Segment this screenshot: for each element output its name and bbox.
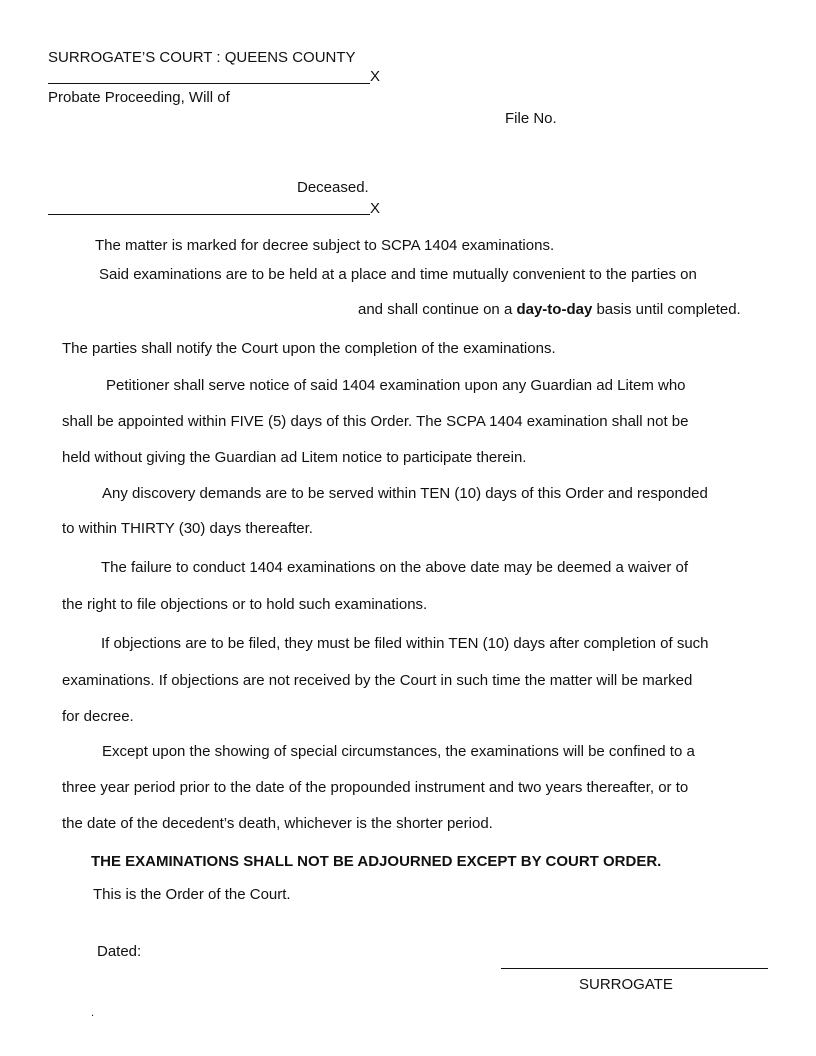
deceased-label: Deceased.: [297, 179, 369, 196]
signature-line: [501, 968, 768, 969]
body-p6-line2: three year period prior to the date of the propounded instrument and two years thereafter, or to: [62, 779, 689, 796]
dated-label: Dated:: [97, 943, 142, 960]
county-name: : QUEENS COUNTY: [216, 49, 356, 66]
body-p1-line3-after: basis until completed.: [592, 301, 741, 318]
body-p3-line2: to within THIRTY (30) days thereafter.: [62, 520, 313, 537]
body-p4-line2: the right to file objections or to hold such examinations.: [62, 596, 428, 613]
body-p5-line2: examinations. If objections are not received by the Court in such time the matter will be marked: [62, 672, 693, 689]
adjournment-notice: THE EXAMINATIONS SHALL NOT BE ADJOURNED EXCEPT BY COURT ORDER.: [91, 853, 662, 870]
body-p1-line2: Said examinations are to be held at a place and time mutually convenient to the parties on: [99, 266, 697, 283]
footer-dot: .: [91, 1007, 95, 1019]
body-p1-line1: The matter is marked for decree subject to SCPA 1404 examinations.: [95, 237, 555, 254]
body-p1-line3-before: and shall continue on a: [358, 301, 517, 318]
body-p2-line2: shall be appointed within FIVE (5) days of this Order. The SCPA 1404 examination shall not be: [62, 413, 689, 430]
caption-court-line: [48, 49, 356, 67]
body-p5-line3: for decree.: [62, 708, 134, 725]
body-p3-line1: Any discovery demands are to be served within TEN (10) days of this Order and responded: [102, 485, 708, 502]
day-to-day-emphasis: day-to-day: [516, 301, 593, 318]
file-no-label: File No.: [505, 110, 557, 127]
caption-x-mark-bottom: X: [370, 200, 381, 217]
body-p6-line3: the date of the decedent’s death, whichever is the shorter period.: [62, 815, 493, 832]
caption-x-mark-top: X: [370, 68, 381, 85]
body-p2-line1: Petitioner shall serve notice of said 1404 examination upon any Guardian ad Litem who: [106, 377, 686, 394]
body-p1-line4: The parties shall notify the Court upon the completion of the examinations.: [62, 340, 556, 357]
proceeding-label: Probate Proceeding, Will of: [48, 89, 230, 106]
caption-top-rule: [48, 83, 370, 84]
surrogate-title: SURROGATE: [579, 976, 673, 993]
body-p5-line1: If objections are to be filed, they must be filed within TEN (10) days after completion of such: [101, 635, 709, 652]
body-p6-line1: Except upon the showing of special circumstances, the examinations will be confined to a: [102, 743, 695, 760]
body-p1-line3: [358, 301, 741, 319]
caption-bottom-rule: [48, 214, 370, 215]
order-of-court-line: This is the Order of the Court.: [93, 886, 291, 903]
body-p2-line3: held without giving the Guardian ad Litem notice to participate therein.: [62, 449, 527, 466]
body-p4-line1: The failure to conduct 1404 examinations on the above date may be deemed a waiver of: [101, 559, 689, 576]
court-name: SURROGATE’S COURT: [48, 49, 213, 66]
